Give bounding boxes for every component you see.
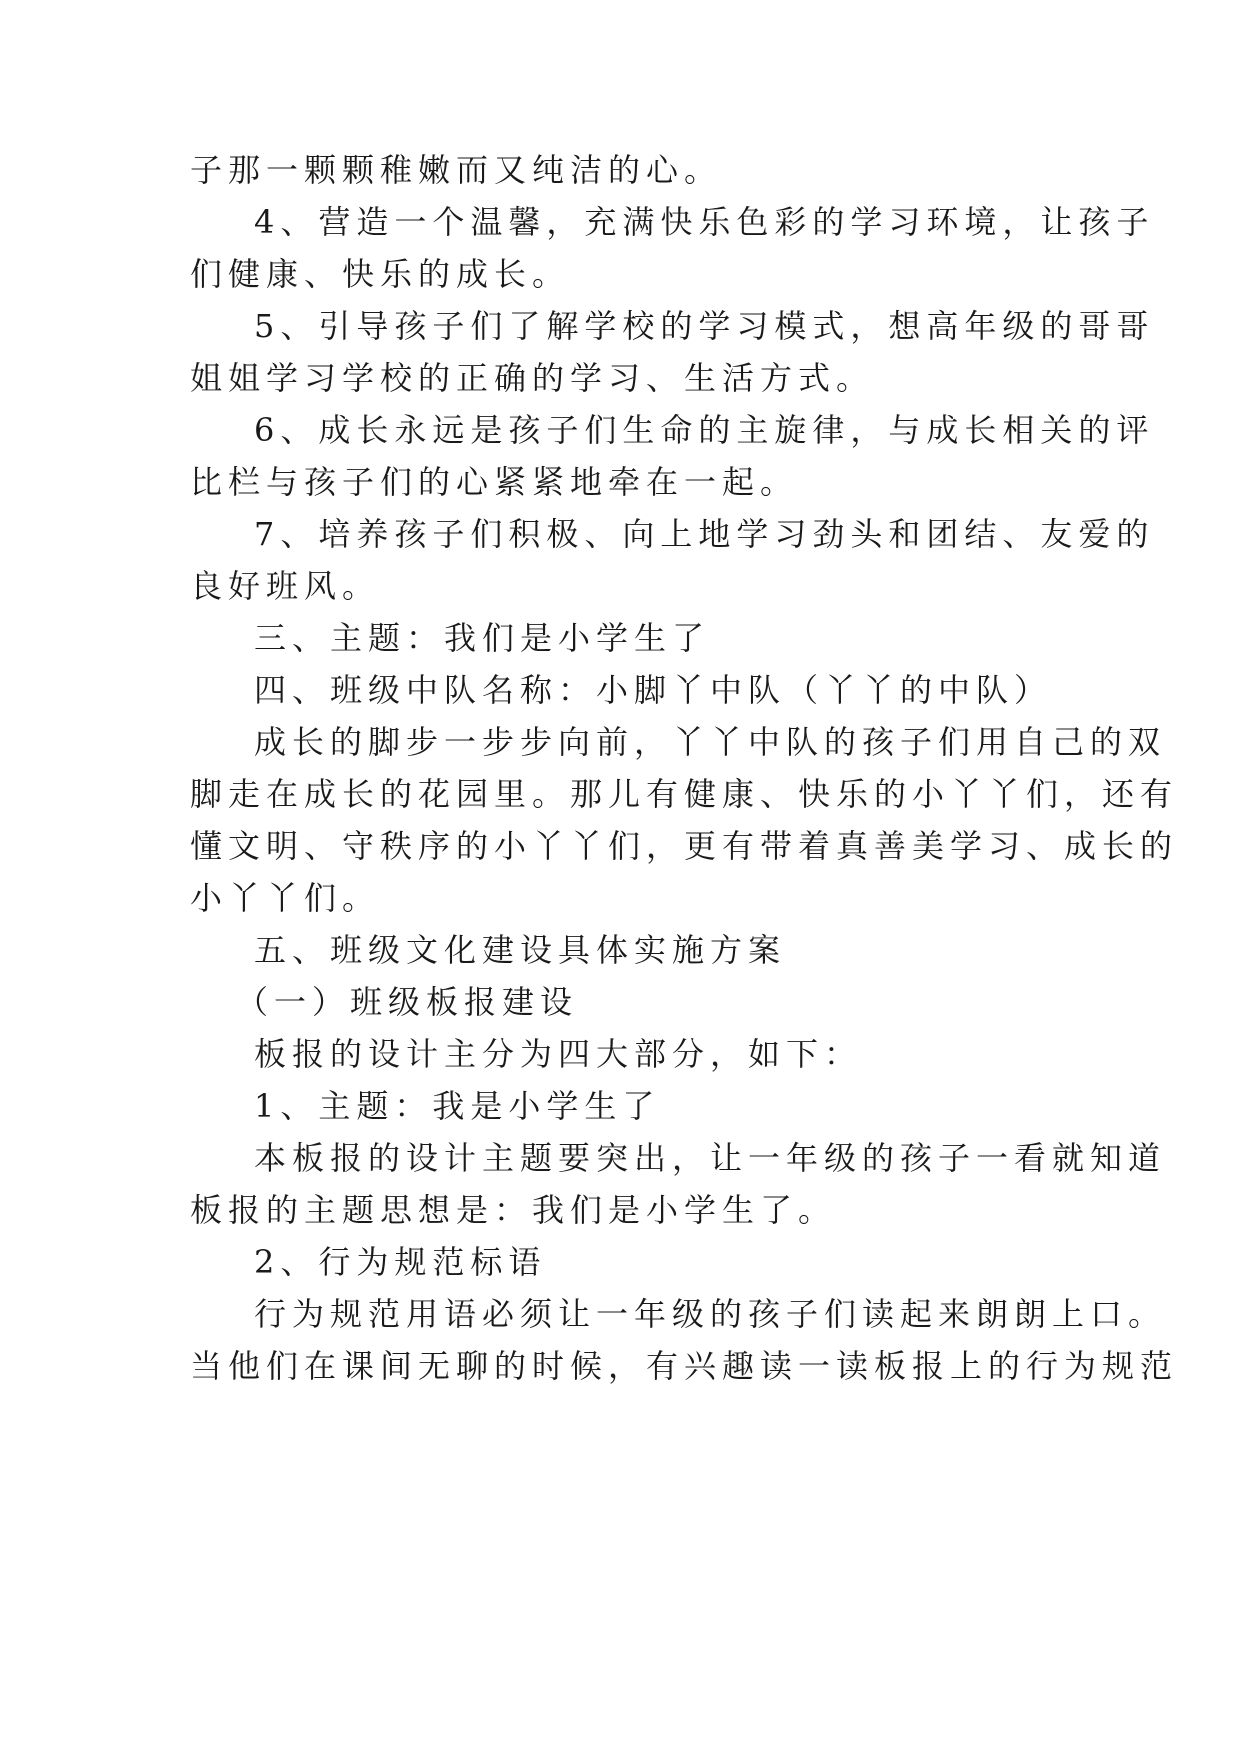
section-heading: 五、班级文化建设具体实施方案 [254,931,787,969]
text-line: 懂文明、守秩序的小丫丫们，更有带着真善美学习、成长的 [190,827,1179,865]
text-line: 7、培养孩子们积极、向上地学习劲头和团结、友爱的 [254,515,1155,553]
subsection-heading: （一）班级板报建设 [236,983,579,1021]
text-line: 成长的脚步一步步向前，丫丫中队的孩子们用自己的双 [254,723,1167,761]
text-line: 行为规范用语必须让一年级的孩子们读起来朗朗上口。 [254,1295,1167,1333]
item-heading: 1、主题：我是小学生了 [254,1087,661,1125]
text-line: 良好班风。 [190,567,381,605]
text-line: 板报的主题思想是：我们是小学生了。 [190,1191,837,1229]
text-line: 6、成长永远是孩子们生命的主旋律，与成长相关的评 [254,411,1155,449]
text-line: 本板报的设计主题要突出，让一年级的孩子一看就知道 [254,1139,1167,1177]
text-line: 5、引导孩子们了解学校的学习模式，想高年级的哥哥 [254,307,1155,345]
text-line: 子那一颗颗稚嫩而又纯洁的心。 [190,151,723,189]
text-line: 4、营造一个温馨，充满快乐色彩的学习环境，让孩子 [254,203,1155,241]
section-heading: 三、主题：我们是小学生了 [254,619,711,657]
text-line: 姐姐学习学校的正确的学习、生活方式。 [190,359,875,397]
text-line: 脚走在成长的花园里。那儿有健康、快乐的小丫丫们，还有 [190,775,1179,813]
text-line: 们健康、快乐的成长。 [190,255,571,293]
item-heading: 2、行为规范标语 [254,1243,547,1281]
text-line: 当他们在课间无聊的时候，有兴趣读一读板报上的行为规范 [190,1347,1179,1385]
section-heading: 四、班级中队名称：小脚丫中队（丫丫的中队） [254,671,1053,709]
text-line: 比栏与孩子们的心紧紧地牵在一起。 [190,463,799,501]
text-line: 小丫丫们。 [190,879,381,917]
text-line: 板报的设计主分为四大部分，如下： [254,1035,863,1073]
